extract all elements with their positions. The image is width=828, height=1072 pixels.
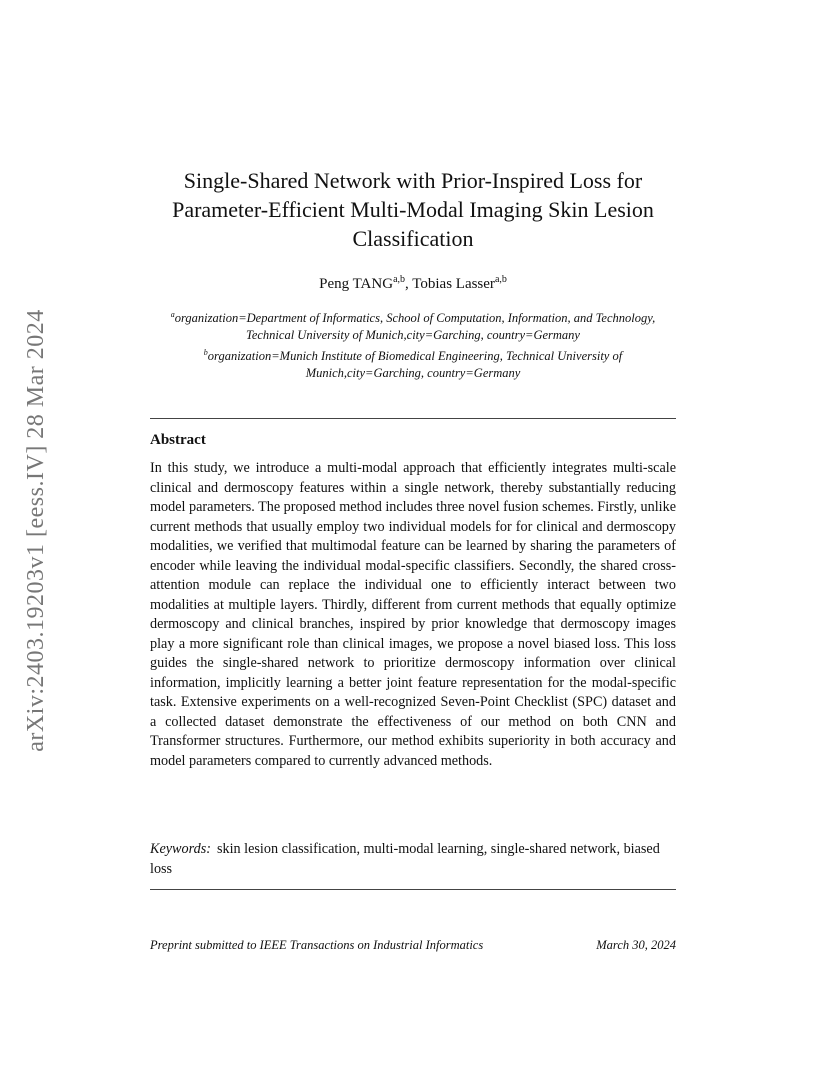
keywords-label: Keywords:: [150, 841, 211, 857]
affiliation-b: [160, 344, 666, 382]
footer-date: March 30, 2024: [596, 938, 676, 952]
author-affil-marker: a,b: [494, 274, 507, 285]
author-name: Tobias Lasser: [412, 276, 495, 292]
affiliation-text: organization=Department of Informatics, School of Computation, Information, and Technology, Technical University of Munich,city=Garching, country=Germany: [174, 311, 656, 343]
footer-journal: Preprint submitted to IEEE Transactions on Industrial Informatics: [150, 938, 484, 952]
divider-top: [150, 418, 676, 419]
arxiv-stamp-text: arXiv:2403.19203v1 [eess.IV] 28 Mar 2024: [22, 308, 49, 752]
page-footer: [150, 938, 676, 953]
author-affil-marker: a,b: [393, 274, 406, 285]
affiliation-marker: a: [170, 310, 175, 319]
keywords-text: skin lesion classification, multi-modal learning, single-shared network, biased loss: [150, 841, 660, 877]
author-separator: ,: [405, 276, 413, 292]
affiliation-a: [160, 306, 666, 344]
abstract-heading: Abstract: [150, 432, 206, 448]
affiliation-text: organization=Munich Institute of Biomedical Engineering, Technical University of Munich,city=Garching, country=Germany: [207, 349, 623, 381]
paper-title: Single-Shared Network with Prior-Inspired Loss for Parameter-Efficient Multi-Modal Imaging Skin Lesion Classification: [172, 168, 654, 251]
divider-bottom: [150, 889, 676, 890]
arxiv-stamp: [14, 280, 58, 780]
affiliation-marker: b: [203, 348, 208, 358]
affiliations: [160, 306, 666, 382]
author-name: Peng TANG: [319, 276, 394, 292]
author-list: [150, 274, 676, 293]
keywords-block: [150, 840, 676, 879]
abstract-body: In this study, we introduce a multi-modal approach that efficiently integrates multi-scale clinical and dermoscopy features within a single network, thereby substantially reducing model parameters. The proposed method includes three novel fusion schemes. Firstly, unlike current methods that usually employ two individual models for for clinical and dermoscopy modalities, we verified that multimodal feature can be learned by sharing the parameters of encoder while leaving the individual modal-specific classifiers. Secondly, the shared cross-attention module can replace the individual one to efficiently interact between two modalities at multiple layers. Thirdly, different from current methods that equally optimize dermoscopy and clinical branches, inspired by prior knowledge that dermoscopy images play a more significant role than clinical images, we propose a novel biased loss. This loss guides the single-shared network to prioritize dermoscopy information over clinical information, implicitly learning a better joint feature representation for the modal-specific task. Extensive experiments on a well-recognized Seven-Point Checklist (SPC) dataset and a collected dataset demonstrate the effectiveness of our method on both CNN and Transformer structures. Furthermore, our method exhibits superiority in both accuracy and model parameters compared to currently advanced methods.: [150, 460, 676, 769]
